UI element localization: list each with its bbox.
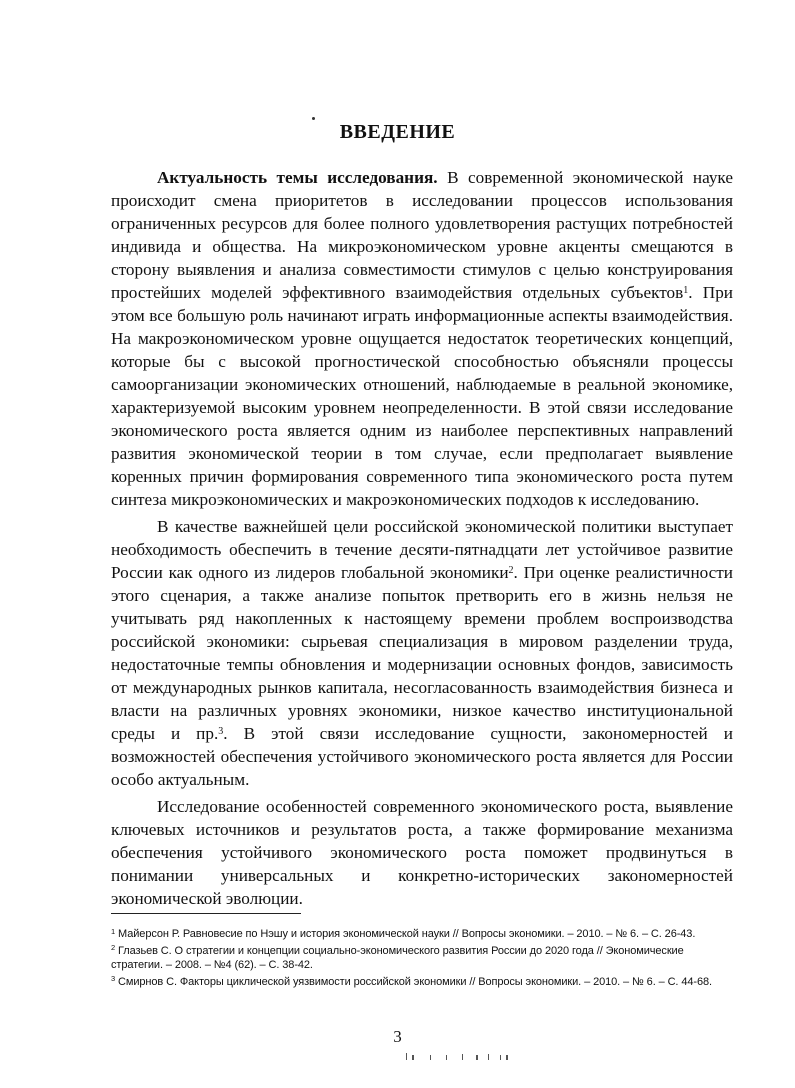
footnote-number: 3: [111, 974, 116, 984]
body-text: [111, 166, 733, 910]
footnote-text: Майерсон Р. Равновесие по Нэшу и история экономической науки // Вопросы экономики. – 2010. – № 6. – С. 26-43.: [118, 928, 696, 940]
paragraph-text: Исследование особенностей современного экономического роста, выявление ключевых источников и результатов роста, а также формирование механизма обеспечения устойчивого экономического роста поможет продвинуться в понимании универсальных и конкретно-исторических закономерностей экономической эволюции.: [111, 797, 733, 908]
page-number: 3: [393, 1027, 402, 1046]
footnote-text: Смирнов С. Факторы циклической уязвимости российской экономики // Вопросы экономики. – 2010. – № 6. – С. 44-68.: [118, 975, 712, 988]
paragraph-text: В качестве важнейшей цели российской экономической политики выступает необходимость обеспечить в течение десяти-пятнадцати лет устойчивое развитие России как одного из лидеров глобальной экономики: [111, 517, 733, 582]
scan-noise: [404, 1050, 514, 1062]
paragraph-lead: Актуальность темы исследования.: [157, 168, 438, 187]
paragraph-policy-goal: [111, 515, 733, 791]
paragraph-text: В современной экономической науке происходит смена приоритетов в исследовании процессов использования ограниченных ресурсов для более полного удовлетворения растущих потребностей индивида и общества. На микроэкономическом уровне акценты смещаются в сторону выявления и анализа совместимости стимулов с целью конструирования простейших моделей эффективного взаимодействия отдельных субъектов: [111, 168, 733, 302]
paragraph-relevance: [111, 166, 733, 511]
paragraph-text: . При этом все большую роль начинают играть информационные аспекты взаимодействия. На макроэкономическом уровне ощущается недостаток теоретических концепций, которые бы с высокой прогностической способностью объясняли процессы самоорганизации экономических отношений, наблюдаемые в реальной экономике, характеризуемой высоким уровнем неопределенности. В этой связи исследование экономического роста является одним из наиболее перспективных направлений развития экономической теории в том случае, если предполагает выявление коренных причин формирования современного типа экономического роста путем синтеза микроэкономических и макроэкономических подходов к исследованию.: [111, 283, 733, 509]
footnote-number: 2: [111, 943, 116, 953]
scan-speck: [312, 117, 315, 120]
paragraph-research-features: [111, 795, 733, 910]
footnote-number: 1: [111, 926, 116, 936]
footnote-ref: 2: [508, 565, 514, 576]
footnotes: [111, 927, 733, 991]
paragraph-text: . При оценке реалистичности этого сценария, а также анализе попыток претворить его в жизнь нельзя не учитывать ряд накопленных к настоящему времени проблем воспроизводства российской экономики: сырьевая специализация в мировом разделении труда, недостаточные темпы обновления и модернизации основных фондов, зависимость от международных рынков капитала, несогласованность взаимодействия бизнеса и власти на различных уровнях экономики, низкое качество институциональной среды и пр.: [111, 563, 733, 743]
footnote-text: Глазьев С. О стратегии и концепции социально-экономического развития России до 2020 года // Экономические стратегии. – 2008. – №4 (62). – С. 38-42.: [111, 944, 684, 971]
paragraph-text: . В этой связи исследование сущности, закономерностей и возможностей обеспечения устойчивого экономического роста является для России особо актуальным.: [111, 724, 733, 789]
footnote-separator: [111, 913, 301, 914]
footnote-1: [111, 927, 733, 942]
section-heading: ВВЕДЕНИЕ: [339, 121, 456, 143]
footnote-2: [111, 944, 733, 973]
footnote-ref: 3: [218, 726, 224, 737]
footnote-3: [111, 975, 733, 990]
footnote-ref: 1: [683, 285, 689, 296]
